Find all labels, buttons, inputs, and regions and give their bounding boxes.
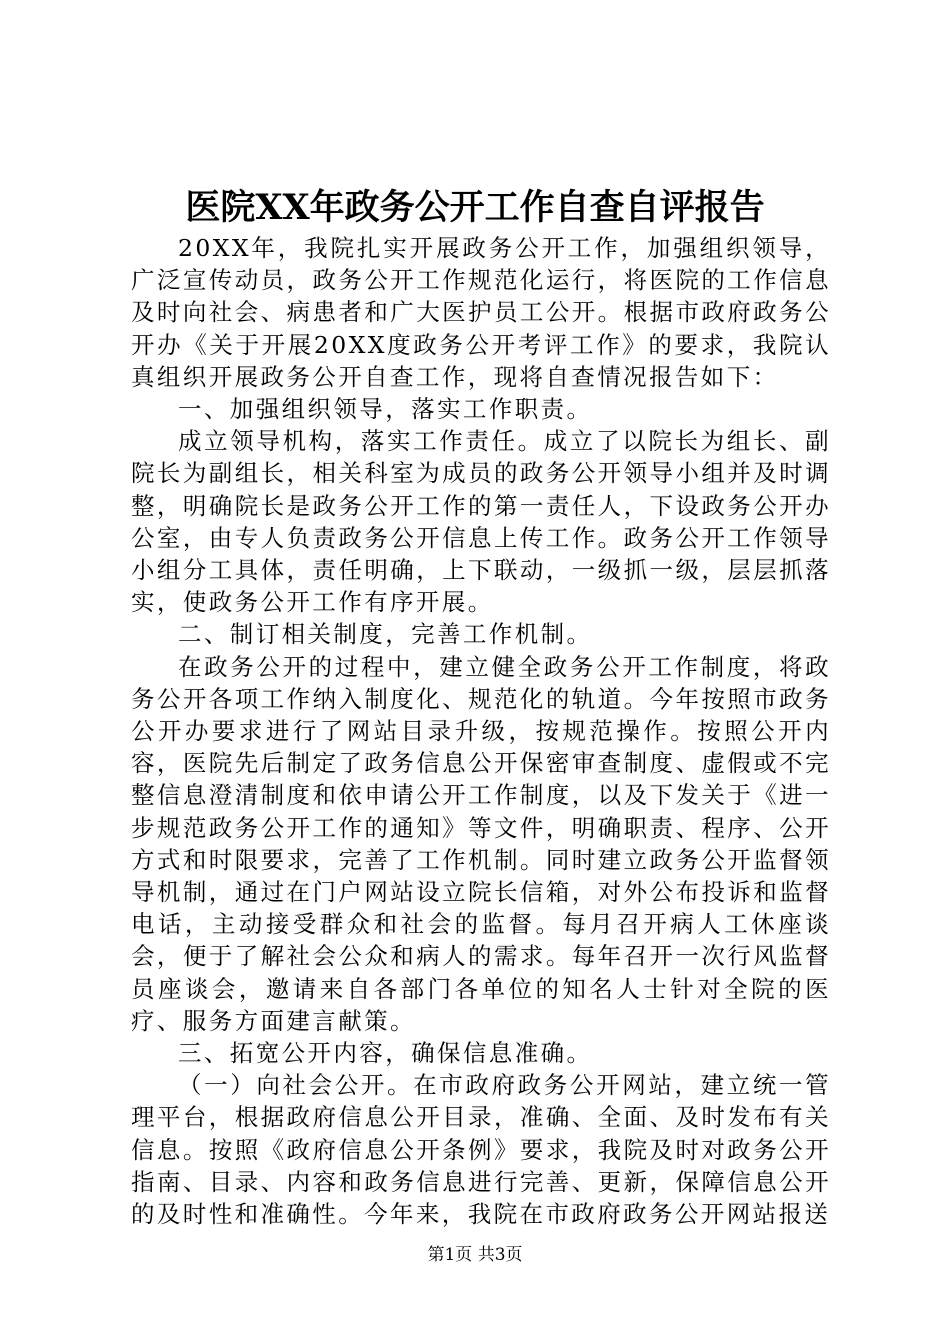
paragraph-section-2: 在政务公开的过程中，建立健全政务公开工作制度，将政务公开各项工作纳入制度化、规范化的轨道。今年按照市政务公开办要求进行了网站目录升级，按规范操作。按照公开内容，医院先后制定了政务信息公开保密审查制度、虚假或不完整信息澄清制度和依申请公开工作制度，以及下发关于《进一步规范政务公开工作的通知》等文件，明确职责、程序、公开方式和时限要求，完善了工作机制。同时建立政务公开监督领导机制，通过在门户网站设立院长信箱，对外公布投诉和监督电话，主动接受群众和社会的监督。每月召开病人工休座谈会，便于了解社会公众和病人的需求。每年召开一次行风监督员座谈会，邀请来自各部门各单位的知名人士针对全院的医疗、服务方面建言献策。 <box>131 652 831 1035</box>
paragraph-section-3-1: （一）向社会公开。在市政府政务公开网站，建立统一管理平台，根据政府信息公开目录，准确、全面、及时发布有关信息。按照《政府信息公开条例》要求，我院及时对政务公开指南、目录、内容和政务信息进行完善、更新，保障信息公开的及时性和准确性。今年来，我院在市政府政务公开网站报送 <box>131 1071 831 1229</box>
section-heading-1: 一、加强组织领导，落实工作职责。 <box>178 395 593 424</box>
paragraph-section-1: 成立领导机构，落实工作责任。成立了以院长为组长、副院长为副组长，相关科室为成员的政务公开领导小组并及时调整，明确院长是政务公开工作的第一责任人，下设政务公开办公室，由专人负责政务公开信息上传工作。政务公开工作领导小组分工具体，责任明确，上下联动，一级抓一级，层层抓落实，使政务公开工作有序开展。 <box>131 427 831 617</box>
document-body <box>131 232 831 1230</box>
paragraph-intro: 20XX年，我院扎实开展政务公开工作，加强组织领导，广泛宣传动员，政务公开工作规范化运行，将医院的工作信息及时向社会、病患者和广大医护员工公开。根据市政府政务公开办《关于开展20XX度政务公开考评工作》的要求，我院认真组织开展政务公开自查工作，现将自查情况报告如下： <box>131 234 831 391</box>
section-heading-2: 二、制订相关制度，完善工作机制。 <box>178 620 593 649</box>
section-heading-3: 三、拓宽公开内容，确保信息准确。 <box>178 1039 593 1068</box>
document-title: 医院XX年政务公开工作自查自评报告 <box>185 187 765 228</box>
page-footer: 第1页 共3页 <box>427 1245 523 1265</box>
